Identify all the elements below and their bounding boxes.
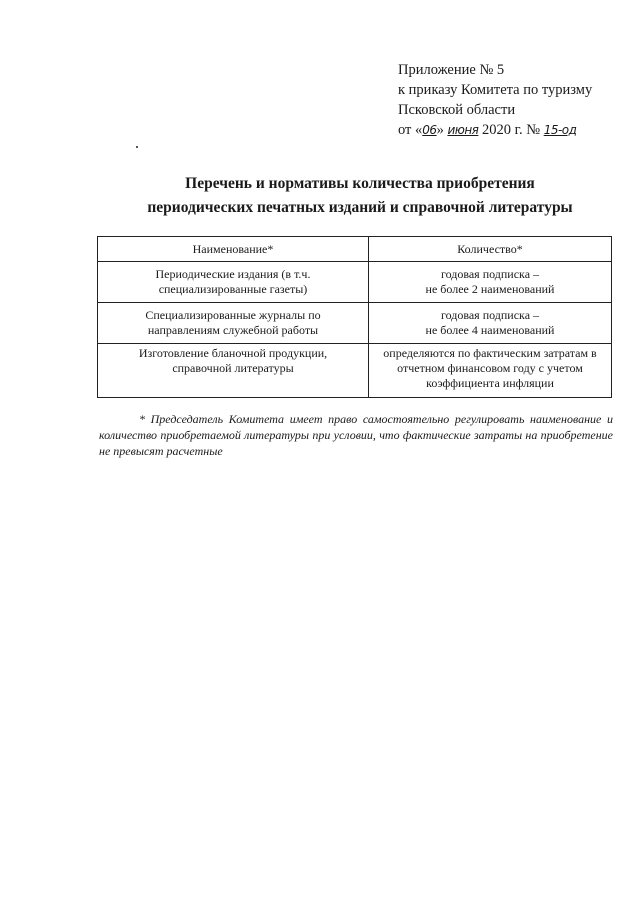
- row-name-line: справочной литературы: [172, 361, 294, 375]
- row-quantity-line: определяются по фактическим затратам в: [383, 346, 597, 360]
- date-day: 06: [422, 123, 437, 137]
- header-name: Наименование*: [98, 237, 369, 262]
- appendix-region: Псковской области: [398, 102, 516, 118]
- table-row: [98, 303, 612, 344]
- header-quantity: Количество*: [369, 237, 612, 262]
- row-name-cell: [98, 344, 369, 398]
- row-quantity-cell: [369, 303, 612, 344]
- row-name-cell: [98, 303, 369, 344]
- table-row: [98, 344, 612, 398]
- row-quantity-cell: [369, 344, 612, 398]
- row-quantity-line: годовая подписка –: [440, 267, 540, 281]
- row-name-line: направлениям служебной работы: [147, 323, 319, 337]
- date-prefix: от «: [398, 122, 423, 138]
- appendix-number: Приложение № 5: [398, 62, 505, 78]
- table-row: [98, 262, 612, 303]
- row-quantity-line: отчетном финансовом году с учетом: [397, 361, 583, 375]
- scan-speck: [136, 146, 138, 148]
- title-line-1: Перечень и нормативы количества приобретения: [185, 175, 535, 192]
- appendix-order-ref: к приказу Комитета по туризму: [398, 82, 593, 98]
- appendix-block: [398, 60, 628, 140]
- row-quantity-line: годовая подписка –: [440, 308, 540, 322]
- norms-table: [97, 236, 612, 398]
- row-name-line: Изготовление бланочной продукции,: [138, 346, 328, 360]
- appendix-date-line: [398, 120, 628, 140]
- row-name-cell: [98, 262, 369, 303]
- row-name-line: Периодические издания (в т.ч.: [155, 267, 311, 281]
- date-year: 2020 г. №: [482, 122, 541, 138]
- row-quantity-line: не более 2 наименований: [425, 282, 555, 296]
- title-line-2: периодических печатных изданий и справочной литературы: [147, 199, 573, 216]
- row-quantity-cell: [369, 262, 612, 303]
- row-name-line: Специализированные журналы по: [145, 308, 321, 322]
- row-name-line: специализированные газеты): [158, 282, 308, 296]
- order-number: 15-од: [543, 123, 577, 137]
- document-title: [100, 172, 620, 220]
- date-month: июня: [447, 123, 479, 137]
- row-quantity-line: не более 4 наименований: [425, 323, 555, 337]
- table-header-row: [98, 237, 612, 262]
- date-mid: »: [436, 122, 444, 138]
- row-quantity-line: коэффициента инфляции: [426, 376, 554, 390]
- footnote: * Председатель Комитета имеет право самостоятельно регулировать наименование и количество приобретаемой литературы при условии, что фактические затраты на приобретение не превысят расчетные: [99, 412, 613, 458]
